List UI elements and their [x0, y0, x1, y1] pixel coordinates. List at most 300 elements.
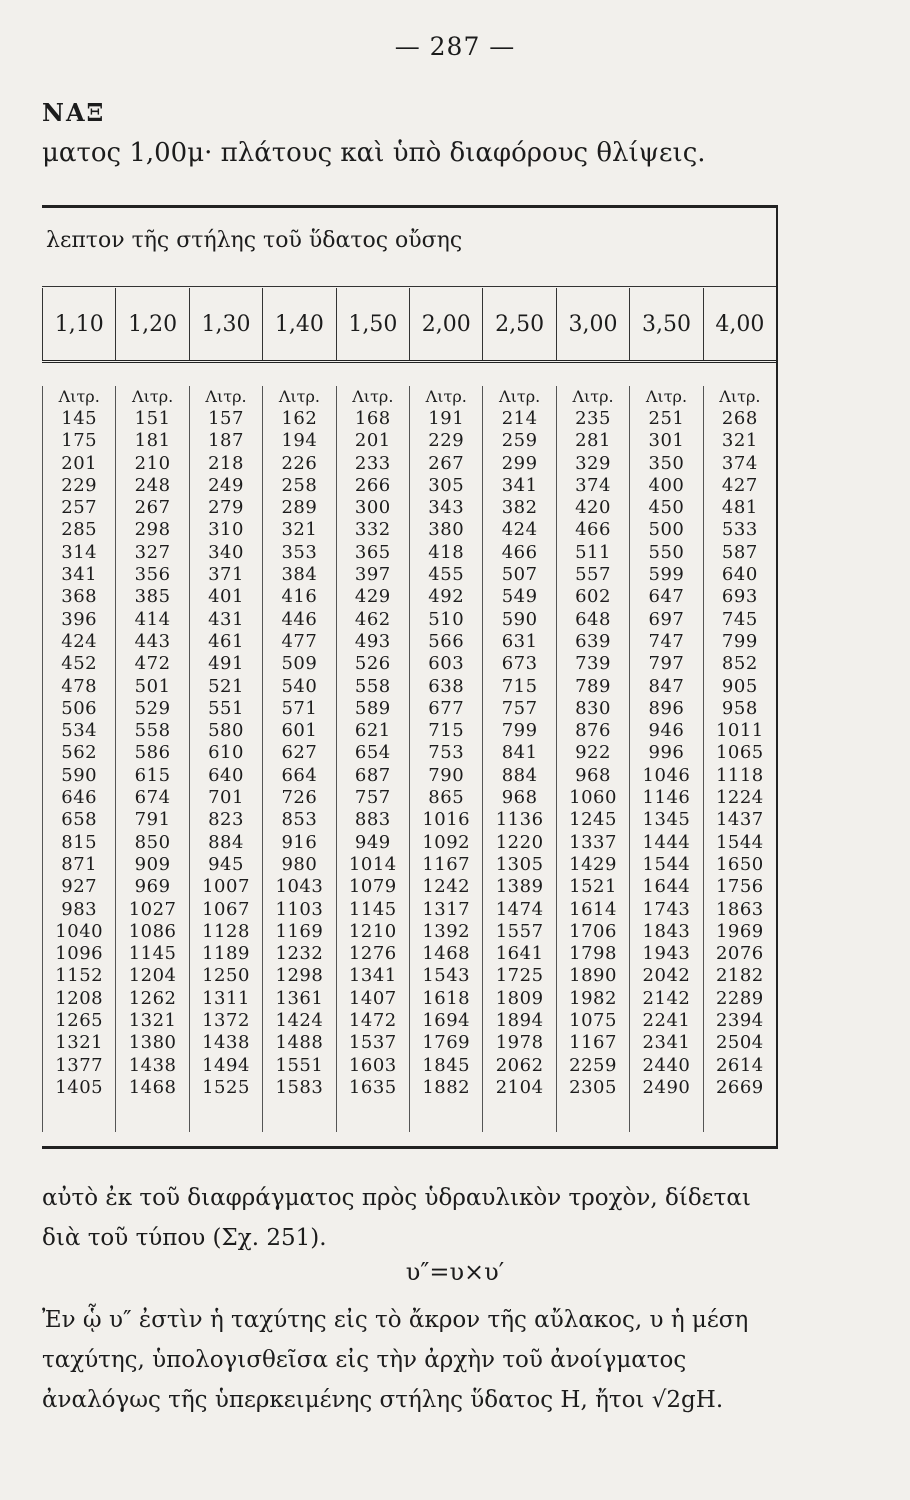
- table-cell: 353: [281, 541, 318, 563]
- table-cell: 1305: [495, 853, 544, 875]
- table-cell: 1128: [202, 920, 250, 942]
- table-cell: 1118: [715, 764, 764, 786]
- table-cell: 427: [721, 474, 758, 496]
- table-cell: 602: [575, 586, 611, 608]
- table-cell: 257: [61, 497, 98, 519]
- table-cell: 526: [354, 653, 391, 675]
- table-cell: 646: [61, 787, 98, 809]
- table-cell: 757: [354, 787, 391, 809]
- table-column: [482, 386, 555, 1132]
- table-cell: 2182: [715, 965, 764, 987]
- table-cell: 443: [134, 630, 171, 652]
- table-cell: 1146: [642, 787, 691, 809]
- table-cell: 492: [428, 586, 465, 608]
- table-cell: 491: [208, 653, 244, 675]
- table-cell: 181: [134, 430, 171, 452]
- table-cell: 201: [354, 430, 391, 452]
- table-cell: 506: [61, 697, 98, 719]
- table-cell: 603: [428, 653, 465, 675]
- table-cell: 511: [575, 541, 611, 563]
- table-cell: 1060: [569, 787, 617, 809]
- table-cell: 1096: [55, 943, 104, 965]
- table-cell: 396: [61, 608, 98, 630]
- table-column: [629, 386, 702, 1132]
- table-cell: 1152: [55, 965, 104, 987]
- table-cell: 841: [501, 742, 538, 764]
- table-cell: 1265: [55, 1010, 104, 1032]
- table-cell: 424: [501, 519, 538, 541]
- header-row: [42, 288, 776, 360]
- table-cell: 1544: [642, 853, 691, 875]
- table-cell: 1075: [569, 1010, 617, 1032]
- table-cell: 562: [61, 742, 98, 764]
- table-cell: 1978: [495, 1032, 544, 1054]
- table-cell: 429: [354, 586, 391, 608]
- unit-label: Λιτρ.: [572, 387, 614, 406]
- table-cell: 267: [428, 452, 465, 474]
- table-cell: 300: [354, 497, 391, 519]
- table-cell: 461: [208, 630, 244, 652]
- table-cell: 1943: [642, 943, 691, 965]
- table-cell: 648: [575, 608, 611, 630]
- table-cell: 1843: [642, 920, 691, 942]
- table-cell: 1644: [642, 876, 691, 898]
- table-cell: 1603: [348, 1054, 397, 1076]
- table-cell: 2614: [715, 1054, 764, 1076]
- table-column: [703, 386, 776, 1132]
- table-cell: 258: [281, 474, 318, 496]
- table-cell: 946: [648, 720, 685, 742]
- table-cell: 305: [428, 474, 465, 496]
- table-cell: 871: [61, 853, 98, 875]
- table-cell: 1014: [348, 853, 397, 875]
- table-cell: 462: [354, 608, 391, 630]
- discharge-table: [42, 205, 778, 1149]
- table-cell: 590: [501, 608, 538, 630]
- table-cell: 187: [208, 430, 244, 452]
- table-cell: 452: [61, 653, 98, 675]
- table-cell: 380: [428, 519, 465, 541]
- table-cell: 949: [354, 831, 391, 853]
- table-cell: 884: [501, 764, 538, 786]
- paragraph-1: αὐτὸ ἐκ τοῦ διαφράγματος πρὸς ὑδραυλικὸν τροχὸν, δίδεται διὰ τοῦ τύπου (Σχ. 251).: [42, 1185, 751, 1251]
- table-column: [556, 386, 629, 1132]
- table-cell: 365: [354, 541, 391, 563]
- table-cell: 799: [721, 630, 758, 652]
- table-cell: 968: [575, 764, 611, 786]
- table-cell: 534: [61, 720, 98, 742]
- table-cell: 639: [575, 630, 611, 652]
- table-cell: 1894: [495, 1010, 544, 1032]
- column-header: 1,10: [42, 288, 115, 360]
- table-cell: 327: [134, 541, 171, 563]
- table-cell: 589: [354, 697, 391, 719]
- table-cell: 446: [281, 608, 318, 630]
- table-cell: 922: [575, 742, 611, 764]
- table-cell: 2289: [715, 987, 764, 1009]
- page-number: — 287 —: [394, 32, 516, 61]
- table-cell: 980: [281, 853, 318, 875]
- table-cell: 1167: [422, 853, 471, 875]
- table-cell: 1845: [422, 1054, 471, 1076]
- table-cell: 2076: [715, 943, 764, 965]
- table-caption: λεπτον τῆς στήλης τοῦ ὕδατος οὔσης: [46, 228, 463, 253]
- table-cell: 329: [575, 452, 611, 474]
- table-cell: 551: [208, 697, 244, 719]
- table-cell: 996: [648, 742, 685, 764]
- table-cell: 673: [501, 653, 538, 675]
- table-cell: 847: [648, 675, 685, 697]
- column-header: 2,00: [409, 288, 482, 360]
- table-cell: 715: [428, 720, 465, 742]
- table-cell: 599: [648, 564, 685, 586]
- table-cell: 2490: [642, 1076, 691, 1098]
- table-cell: 477: [281, 630, 318, 652]
- table-cell: 279: [208, 497, 244, 519]
- table-cell: 674: [134, 787, 171, 809]
- table-cell: 558: [354, 675, 391, 697]
- table-cell: 647: [648, 586, 685, 608]
- table-cell: 259: [501, 430, 538, 452]
- running-head: ΝΑΞ: [42, 98, 106, 127]
- table-cell: 590: [61, 764, 98, 786]
- table-cell: 1641: [495, 943, 544, 965]
- table-cell: 884: [208, 831, 244, 853]
- table-cell: 500: [648, 519, 685, 541]
- table-cell: 739: [575, 653, 611, 675]
- table-cell: 450: [648, 497, 685, 519]
- table-cell: 865: [428, 787, 465, 809]
- table-cell: 654: [354, 742, 391, 764]
- table-cell: 1189: [202, 943, 250, 965]
- column-header: 1,20: [115, 288, 188, 360]
- table-cell: 1317: [422, 898, 471, 920]
- table-cell: 343: [428, 497, 465, 519]
- table-cell: 1635: [348, 1076, 397, 1098]
- table-cell: 1429: [569, 853, 617, 875]
- table-cell: 1298: [275, 965, 324, 987]
- table-cell: 566: [428, 630, 465, 652]
- table-cell: 1040: [55, 920, 104, 942]
- table-cell: 586: [134, 742, 171, 764]
- table-cell: 472: [134, 653, 171, 675]
- table-cell: 1208: [55, 987, 104, 1009]
- table-cell: 1798: [569, 943, 617, 965]
- table-cell: 2259: [569, 1054, 617, 1076]
- table-cell: 1437: [715, 809, 764, 831]
- table-cell: 510: [428, 608, 465, 630]
- table-cell: 823: [208, 809, 244, 831]
- table-cell: 1694: [422, 1010, 471, 1032]
- table-cell: 2504: [715, 1032, 764, 1054]
- table-cell: 896: [648, 697, 685, 719]
- table-cell: 2062: [495, 1054, 544, 1076]
- table-cell: 852: [721, 653, 758, 675]
- table-cell: 414: [134, 608, 171, 630]
- table-cell: 384: [281, 564, 318, 586]
- table-cell: 1650: [715, 853, 764, 875]
- unit-label: Λιτρ.: [425, 387, 467, 406]
- table-cell: 401: [208, 586, 244, 608]
- table-cell: 557: [575, 564, 611, 586]
- table-cell: 175: [61, 430, 98, 452]
- table-cell: 1890: [569, 965, 617, 987]
- table-cell: 1444: [642, 831, 691, 853]
- table-cell: 853: [281, 809, 318, 831]
- table-cell: 1882: [422, 1076, 471, 1098]
- table-cell: 1468: [422, 943, 471, 965]
- table-cell: 615: [134, 764, 171, 786]
- table-cell: 640: [208, 764, 244, 786]
- unit-label: Λιτρ.: [719, 387, 761, 406]
- table-cell: 1337: [569, 831, 617, 853]
- table-cell: 1086: [128, 920, 177, 942]
- table-cell: 1007: [202, 876, 250, 898]
- table-cell: 540: [281, 675, 318, 697]
- table-cell: 1618: [422, 987, 471, 1009]
- table-cell: 285: [61, 519, 98, 541]
- table-cell: 1262: [128, 987, 177, 1009]
- table-cell: 2669: [715, 1076, 764, 1098]
- table-column: [189, 386, 262, 1132]
- table-cell: 1380: [128, 1032, 177, 1054]
- unit-label: Λιτρ.: [645, 387, 688, 406]
- table-cell: 715: [501, 675, 538, 697]
- table-cell: 1016: [422, 809, 471, 831]
- unit-label: Λιτρ.: [499, 387, 541, 406]
- table-cell: 1544: [715, 831, 764, 853]
- table-cell: 1392: [422, 920, 471, 942]
- table-cell: 521: [208, 675, 244, 697]
- table-cell: 753: [428, 742, 465, 764]
- intro-line: ματος 1,00μ· πλάτους καὶ ὑπὸ διαφόρους θλίψεις.: [42, 138, 706, 168]
- table-cell: 601: [281, 720, 318, 742]
- table-cell: 281: [575, 430, 611, 452]
- table-cell: 968: [501, 787, 538, 809]
- table-cell: 371: [208, 564, 244, 586]
- column-header: 4,00: [703, 288, 776, 360]
- table-cell: 1043: [275, 876, 324, 898]
- table-cell: 587: [721, 541, 758, 563]
- table-cell: 815: [61, 831, 98, 853]
- header-rule-top: [42, 286, 776, 287]
- table-cell: 431: [208, 608, 244, 630]
- table-cell: 424: [61, 630, 98, 652]
- table-cell: 658: [61, 809, 98, 831]
- table-cell: 701: [208, 787, 244, 809]
- table-column: [262, 386, 335, 1132]
- table-cell: 249: [208, 474, 244, 496]
- table-body: [42, 386, 776, 1132]
- table-cell: 229: [61, 474, 98, 496]
- table-cell: 1103: [275, 898, 324, 920]
- table-cell: 416: [281, 586, 318, 608]
- column-header: 1,30: [189, 288, 262, 360]
- table-column: [42, 386, 115, 1132]
- table-cell: 368: [61, 586, 98, 608]
- table-cell: 640: [721, 564, 758, 586]
- table-cell: 677: [428, 697, 465, 719]
- table-cell: 332: [354, 519, 391, 541]
- column-header: 2,50: [482, 288, 555, 360]
- table-cell: 1756: [715, 876, 764, 898]
- table-cell: 1743: [642, 898, 691, 920]
- table-cell: 1982: [569, 987, 617, 1009]
- table-cell: 2104: [495, 1076, 544, 1098]
- table-cell: 905: [721, 675, 758, 697]
- table-cell: 1169: [275, 920, 324, 942]
- table-cell: 233: [354, 452, 391, 474]
- table-cell: 266: [354, 474, 391, 496]
- table-cell: 2142: [642, 987, 691, 1009]
- table-cell: 1136: [495, 809, 544, 831]
- table-cell: 481: [721, 497, 758, 519]
- table-cell: 1969: [715, 920, 764, 942]
- table-cell: 314: [61, 541, 98, 563]
- table-cell: 533: [721, 519, 758, 541]
- table-cell: 549: [501, 586, 538, 608]
- table-cell: 1276: [348, 943, 397, 965]
- table-cell: 340: [208, 541, 244, 563]
- table-cell: 745: [721, 608, 758, 630]
- column-header: 1,40: [262, 288, 335, 360]
- table-cell: 310: [208, 519, 244, 541]
- table-cell: 350: [648, 452, 685, 474]
- table-cell: 509: [281, 653, 318, 675]
- table-cell: 145: [61, 408, 98, 429]
- table-cell: 1092: [422, 831, 471, 853]
- table-cell: 1311: [202, 987, 250, 1009]
- table-cell: 1407: [348, 987, 397, 1009]
- table-cell: 1551: [275, 1054, 324, 1076]
- table-cell: 1525: [202, 1076, 250, 1098]
- table-cell: 1341: [348, 965, 397, 987]
- table-cell: 1468: [128, 1076, 177, 1098]
- table-column: [115, 386, 188, 1132]
- column-header: 3,50: [629, 288, 702, 360]
- table-cell: 2042: [642, 965, 691, 987]
- table-cell: 301: [648, 430, 685, 452]
- table-cell: 1046: [642, 764, 691, 786]
- table-cell: 958: [721, 697, 758, 719]
- table-cell: 455: [428, 564, 465, 586]
- table-cell: 2305: [569, 1076, 617, 1098]
- table-cell: 1167: [569, 1032, 617, 1054]
- table-cell: 1067: [202, 898, 250, 920]
- table-cell: 226: [281, 452, 318, 474]
- table-cell: 214: [501, 408, 538, 429]
- table-cell: 945: [208, 853, 244, 875]
- table-cell: 1725: [495, 965, 544, 987]
- table-cell: 299: [501, 452, 538, 474]
- table-cell: 571: [281, 697, 318, 719]
- table-column: [336, 386, 409, 1132]
- unit-label: Λιτρ.: [205, 387, 247, 406]
- table-cell: 201: [61, 452, 98, 474]
- table-cell: 1242: [422, 876, 471, 898]
- table-cell: 235: [575, 408, 611, 429]
- table-cell: 1065: [715, 742, 764, 764]
- table-cell: 501: [134, 675, 171, 697]
- table-cell: 1220: [495, 831, 544, 853]
- table-cell: 1345: [642, 809, 691, 831]
- table-cell: 210: [134, 452, 171, 474]
- header-rule-bottom: [42, 360, 776, 363]
- table-cell: 2440: [642, 1054, 691, 1076]
- unit-label: Λιτρ.: [352, 387, 394, 406]
- table-cell: 747: [648, 630, 685, 652]
- table-cell: 168: [354, 408, 391, 429]
- table-cell: 1809: [495, 987, 544, 1009]
- table-cell: 341: [501, 474, 538, 496]
- table-cell: 1027: [128, 898, 177, 920]
- table-cell: 876: [575, 720, 611, 742]
- table-cell: 1079: [348, 876, 397, 898]
- table-cell: 1245: [569, 809, 617, 831]
- table-cell: 726: [281, 787, 318, 809]
- table-cell: 493: [354, 630, 391, 652]
- table-cell: 1405: [55, 1076, 104, 1098]
- table-cell: 969: [134, 876, 171, 898]
- table-cell: 1537: [348, 1032, 397, 1054]
- table-cell: 789: [575, 675, 611, 697]
- table-cell: 1204: [128, 965, 177, 987]
- table-cell: 797: [648, 653, 685, 675]
- table-cell: 799: [501, 720, 538, 742]
- table-cell: 2341: [642, 1032, 691, 1054]
- table-cell: 151: [134, 408, 171, 429]
- table-cell: 267: [134, 497, 171, 519]
- table-cell: 1011: [715, 720, 764, 742]
- table-cell: 466: [575, 519, 611, 541]
- table-cell: 466: [501, 541, 538, 563]
- table-cell: 550: [648, 541, 685, 563]
- table-cell: 1438: [128, 1054, 177, 1076]
- table-cell: 1210: [348, 920, 397, 942]
- table-cell: 289: [281, 497, 318, 519]
- table-cell: 162: [281, 408, 318, 429]
- table-cell: 251: [648, 408, 685, 429]
- table-cell: 1557: [495, 920, 544, 942]
- table-cell: 687: [354, 764, 391, 786]
- column-header: 1,50: [336, 288, 409, 360]
- table-cell: 1372: [202, 1010, 250, 1032]
- table-cell: 321: [721, 430, 758, 452]
- table-cell: 341: [61, 564, 98, 586]
- table-cell: 1250: [202, 965, 250, 987]
- table-cell: 664: [281, 764, 318, 786]
- table-cell: 420: [575, 497, 611, 519]
- table-cell: 1472: [348, 1010, 397, 1032]
- table-cell: 791: [134, 809, 171, 831]
- table-cell: 916: [281, 831, 318, 853]
- paragraph-2: Ἐν ᾧ υ″ ἐστὶν ἡ ταχύτης εἰς τὸ ἄκρον τῆς αὔλακος, υ ἡ μέση ταχύτης, ὑπολογισθεῖσα εἰς τὴν ἀρχὴν τοῦ ἀνοίγματος ἀναλόγως τῆς ὑπερκειμένης στήλης ὕδατος Η, ἤτοι √2gH.: [42, 1307, 749, 1413]
- table-cell: 693: [721, 586, 758, 608]
- table-cell: 1474: [495, 898, 544, 920]
- table-cell: 374: [575, 474, 611, 496]
- table-cell: 1321: [128, 1010, 177, 1032]
- table-cell: 1488: [275, 1032, 324, 1054]
- table-cell: 1706: [569, 920, 617, 942]
- table-cell: 830: [575, 697, 611, 719]
- formula: υ″=υ×υ′: [405, 1258, 505, 1286]
- table-cell: 191: [428, 408, 465, 429]
- table-cell: 1232: [275, 943, 324, 965]
- table-cell: 2241: [642, 1010, 691, 1032]
- table-cell: 909: [134, 853, 171, 875]
- table-cell: 1145: [348, 898, 397, 920]
- table-cell: 507: [501, 564, 538, 586]
